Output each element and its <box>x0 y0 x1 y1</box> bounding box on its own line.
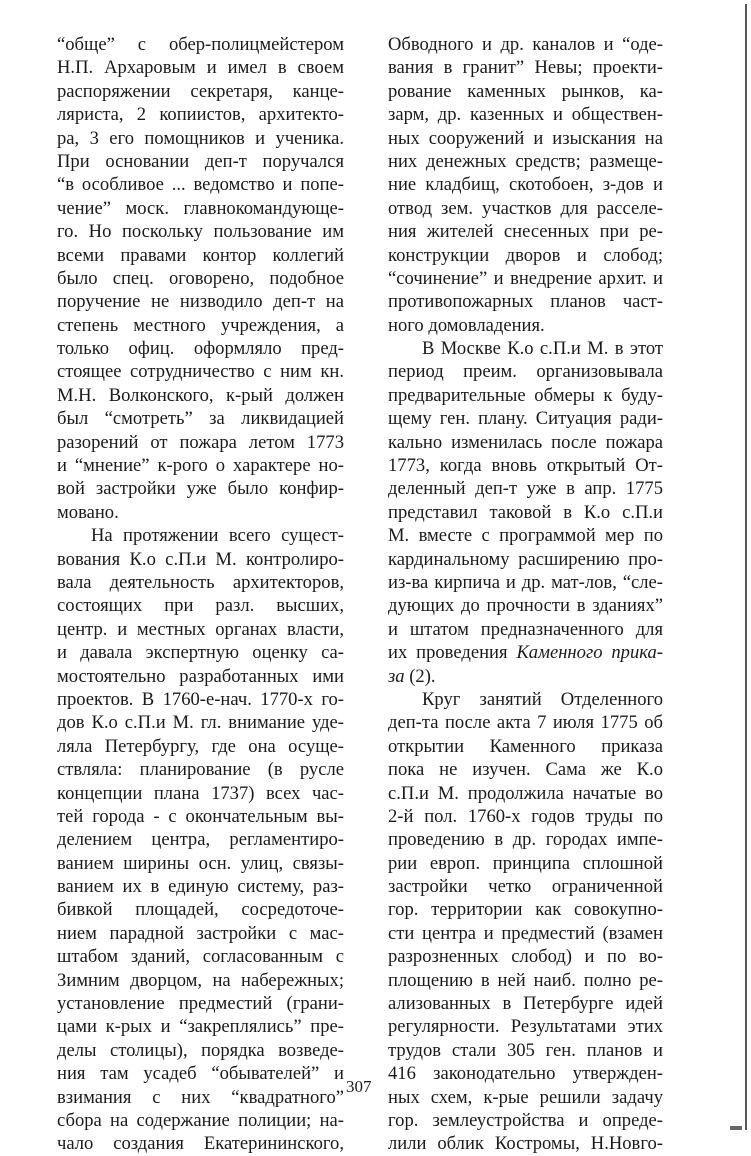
text-line: только офиц. оформляло пред- <box>57 338 344 360</box>
text-line: состоящих при разл. высших, <box>57 595 344 617</box>
text-line: го. Но поскольку пользование им <box>57 221 344 243</box>
text-line: ляла Петербургу, где она осуще- <box>57 735 344 757</box>
scan-artifact-mark <box>730 1126 742 1130</box>
text-line: взимания с них “квадратного” <box>57 1086 344 1108</box>
text-line: предварительные обмеры к буду- <box>388 384 663 406</box>
text-line: сбора на содержание полиции; на- <box>57 1109 344 1131</box>
left-text-column <box>57 33 344 1156</box>
text-line: противопожарных планов част- <box>388 291 663 313</box>
text-line: Обводного и др. каналов и “оде- <box>388 34 663 55</box>
text-line: застройки четко ограниченной <box>388 876 663 898</box>
text-line: них денежных средств; размеще- <box>388 150 663 172</box>
text-line: чало создания Екатерининского, <box>57 1133 344 1155</box>
text-line: вой застройки уже было конфир- <box>57 478 344 500</box>
text-line: установление предместий (грани- <box>57 993 344 1015</box>
text-line: штабом зданий, согласованным с <box>57 946 344 968</box>
text-line: открытии Каменного приказа <box>388 735 663 757</box>
page-number: 307 <box>346 1077 372 1096</box>
text-line: “сочинение” и внедрение архит. и <box>388 267 663 289</box>
text-line: рии европ. принципа сплошной <box>388 852 663 874</box>
text-line: ния жителей снесенных при ре- <box>388 221 663 243</box>
text-line: лили облик Костромы, Н.Новго- <box>388 1133 663 1155</box>
text-line: деп-та после акта 7 июля 1775 об <box>388 712 663 734</box>
text-line: ванием ширины осн. улиц, связы- <box>57 852 344 874</box>
text-line: центр. и местных органах власти, <box>57 618 344 640</box>
text-line: вания в гранит” Невы; проекти- <box>388 57 663 79</box>
text-line: всеми правами контор коллегий <box>57 244 344 266</box>
text-line: зарм, др. казенных и обществен- <box>388 104 663 126</box>
text-line: 1773, когда вновь открытый От- <box>388 455 663 477</box>
text-line: площению в ней наиб. полно ре- <box>388 969 663 991</box>
text-line: из-ва кирпича и др. мат-лов, “сле- <box>388 571 663 593</box>
text-line: М. вместе с программой мер по <box>388 525 663 547</box>
text-line: и штатом предназначенного для <box>388 618 663 640</box>
text-line: “в особливое ... ведомство и попе- <box>57 174 344 196</box>
text-line: дующих до прочности в зданиях” <box>388 595 663 617</box>
text-line: бивкой площадей, сосредоточе- <box>57 899 344 921</box>
text-line: делы столицы), порядка возведе- <box>57 1039 344 1061</box>
text-line: пока не изучен. Сама же К.о <box>388 759 663 781</box>
page-edge-line <box>745 4 747 1130</box>
text-line: ных сооружений и изыскания на <box>388 127 663 149</box>
text-line: ния там усадеб “обывателей” и <box>57 1063 344 1085</box>
text-line: рование каменных рынков, ка- <box>388 80 663 102</box>
text-line <box>388 665 663 688</box>
text-line: 2-й пол. 1760-х годов труды по <box>388 805 663 827</box>
text-line: тей города - с окончательным вы- <box>57 805 344 827</box>
text-line: ствляла: планирование (в русле <box>57 759 344 781</box>
text-line: отвод зем. участков для расселе- <box>388 197 663 219</box>
text-line: стоящее сотрудничество с ним кн. <box>57 361 344 383</box>
text-line: трудов стали 305 ген. планов и <box>388 1039 663 1061</box>
text-line: делением центра, регламентиро- <box>57 829 344 851</box>
text-line: и давала экспертную оценку са- <box>57 642 344 664</box>
text-line: нием парадной застройки с мас- <box>57 922 344 944</box>
text-line: представил таковой в К.о с.П.и <box>388 501 663 523</box>
text-line: 416 законодательно утвержден- <box>388 1063 663 1085</box>
text-line: с.П.и М. продолжила начатые во <box>388 782 663 804</box>
text-line: распоряжении секретаря, канце- <box>57 80 344 102</box>
text-line: поручение не низводило деп-т на <box>57 291 344 313</box>
text-line: был “смотреть” за ликвидацией <box>57 408 344 430</box>
text-line: мостоятельно разработанных ими <box>57 665 344 687</box>
text-line: На протяжении всего сущест- <box>91 525 344 547</box>
text-line: концепции плана 1737) всех час- <box>57 782 344 804</box>
italic-text: за <box>388 665 405 687</box>
text-line: ных схем, к-рые решили задачу <box>388 1086 663 1108</box>
text-line: разрозненных слобод) и по во- <box>388 946 663 968</box>
text-line: было спец. оговорено, подобное <box>57 267 344 289</box>
text-line: конструкции дворов и слобод; <box>388 244 663 266</box>
text-line: Н.П. Архаровым и имел в своем <box>57 57 344 79</box>
text-line: гор. территории как совокупно- <box>388 899 663 921</box>
text-line: кардинальному расширению про- <box>388 548 663 570</box>
text-line: деленный деп-т уже в апр. 1775 <box>388 478 663 500</box>
text-line: кально изменилась после пожара <box>388 431 663 453</box>
text-line: проектов. В 1760-е-нач. 1770-х го- <box>57 688 344 710</box>
text-line: вала деятельность архитекторов, <box>57 571 344 593</box>
text-line: цами к-рых и “закреплялись” пре- <box>57 1016 344 1038</box>
text-line: чение” моск. главнокомандующе- <box>57 197 344 219</box>
text-line: Зимним дворцом, на набережных; <box>57 969 344 991</box>
text-line: ляриста, 2 копиистов, архитекто- <box>57 104 344 126</box>
text-line: “обще” с обер-полицмейстером <box>57 34 344 55</box>
right-text-column <box>388 33 663 1156</box>
italic-text: Каменного прика- <box>516 642 664 664</box>
text-line: и “мнение” к-рого о характере но- <box>57 455 344 477</box>
text-line <box>388 641 663 664</box>
text-line: щему ген. плану. Ситуация ради- <box>388 408 663 430</box>
text-line: мовано. <box>57 501 119 523</box>
text-line: дов К.о с.П.и М. гл. внимание уде- <box>57 712 344 734</box>
text-line: вования К.о с.П.и М. контролиро- <box>57 548 344 570</box>
text-line: М.Н. Волконского, к-рый должен <box>57 384 344 406</box>
text-line: Круг занятий Отделенного <box>422 688 663 710</box>
text-line: регулярности. Результатами этих <box>388 1016 663 1038</box>
text-line: При основании деп-т поручался <box>57 150 344 172</box>
text-line: В Москве К.о с.П.и М. в этот <box>422 338 663 360</box>
text-line: ра, 3 его помощников и ученика. <box>57 127 344 149</box>
text-line: ализованных в Петербурге идей <box>388 993 663 1015</box>
text-line: гор. землеустройства и опреде- <box>388 1109 663 1131</box>
text-line: разорений от пожара летом 1773 <box>57 431 344 453</box>
text-line: период преим. организовывала <box>388 361 663 383</box>
text-line: сти центра и предместий (взамен <box>388 922 663 944</box>
text-line: ние кладбищ, скотобоен, з-дов и <box>388 174 663 196</box>
text-line: степень местного учреждения, а <box>57 314 344 336</box>
text-tail: (2). <box>404 665 436 687</box>
text-line: проведению в др. городах импе- <box>388 829 663 851</box>
text-head: их проведения <box>388 642 517 664</box>
text-line: ванием их в единую систему, раз- <box>57 876 344 898</box>
text-line: ного домовладения. <box>388 314 545 336</box>
